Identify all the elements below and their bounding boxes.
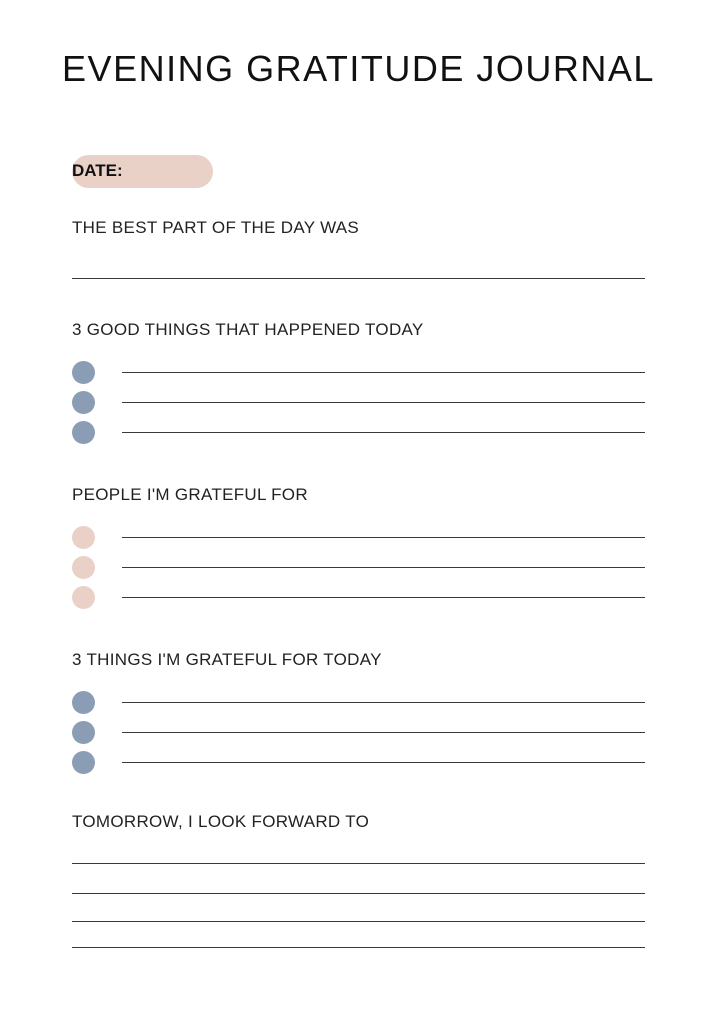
tomorrow-writing-line [72,863,645,864]
tomorrow-writing-line [72,947,645,948]
bullet-dot [72,556,95,579]
things-writing-line [122,732,645,733]
bullet-dot [72,751,95,774]
good-things-writing-line [122,372,645,373]
bullet-dot [72,691,95,714]
bullet-dot [72,361,95,384]
things-writing-line [122,762,645,763]
people-heading: PEOPLE I'M GRATEFUL FOR [72,485,308,504]
date-label: DATE: [72,161,123,180]
things-heading: 3 THINGS I'M GRATEFUL FOR TODAY [72,650,382,669]
tomorrow-writing-line [72,921,645,922]
bullet-dot [72,721,95,744]
people-writing-line [122,597,645,598]
bullet-dot [72,391,95,414]
best-part-heading: THE BEST PART OF THE DAY WAS [72,218,360,237]
things-writing-line [122,702,645,703]
good-things-heading: 3 GOOD THINGS THAT HAPPENED TODAY [72,320,424,339]
good-things-writing-line [122,402,645,403]
people-writing-line [122,537,645,538]
best-part-writing-line [72,278,645,279]
people-writing-line [122,567,645,568]
page-title: EVENING GRATITUDE JOURNAL [62,48,655,89]
bullet-dot [72,586,95,609]
bullet-dot [72,526,95,549]
good-things-writing-line [122,432,645,433]
bullet-dot [72,421,95,444]
tomorrow-writing-line [72,893,645,894]
tomorrow-heading: TOMORROW, I LOOK FORWARD TO [72,812,370,831]
